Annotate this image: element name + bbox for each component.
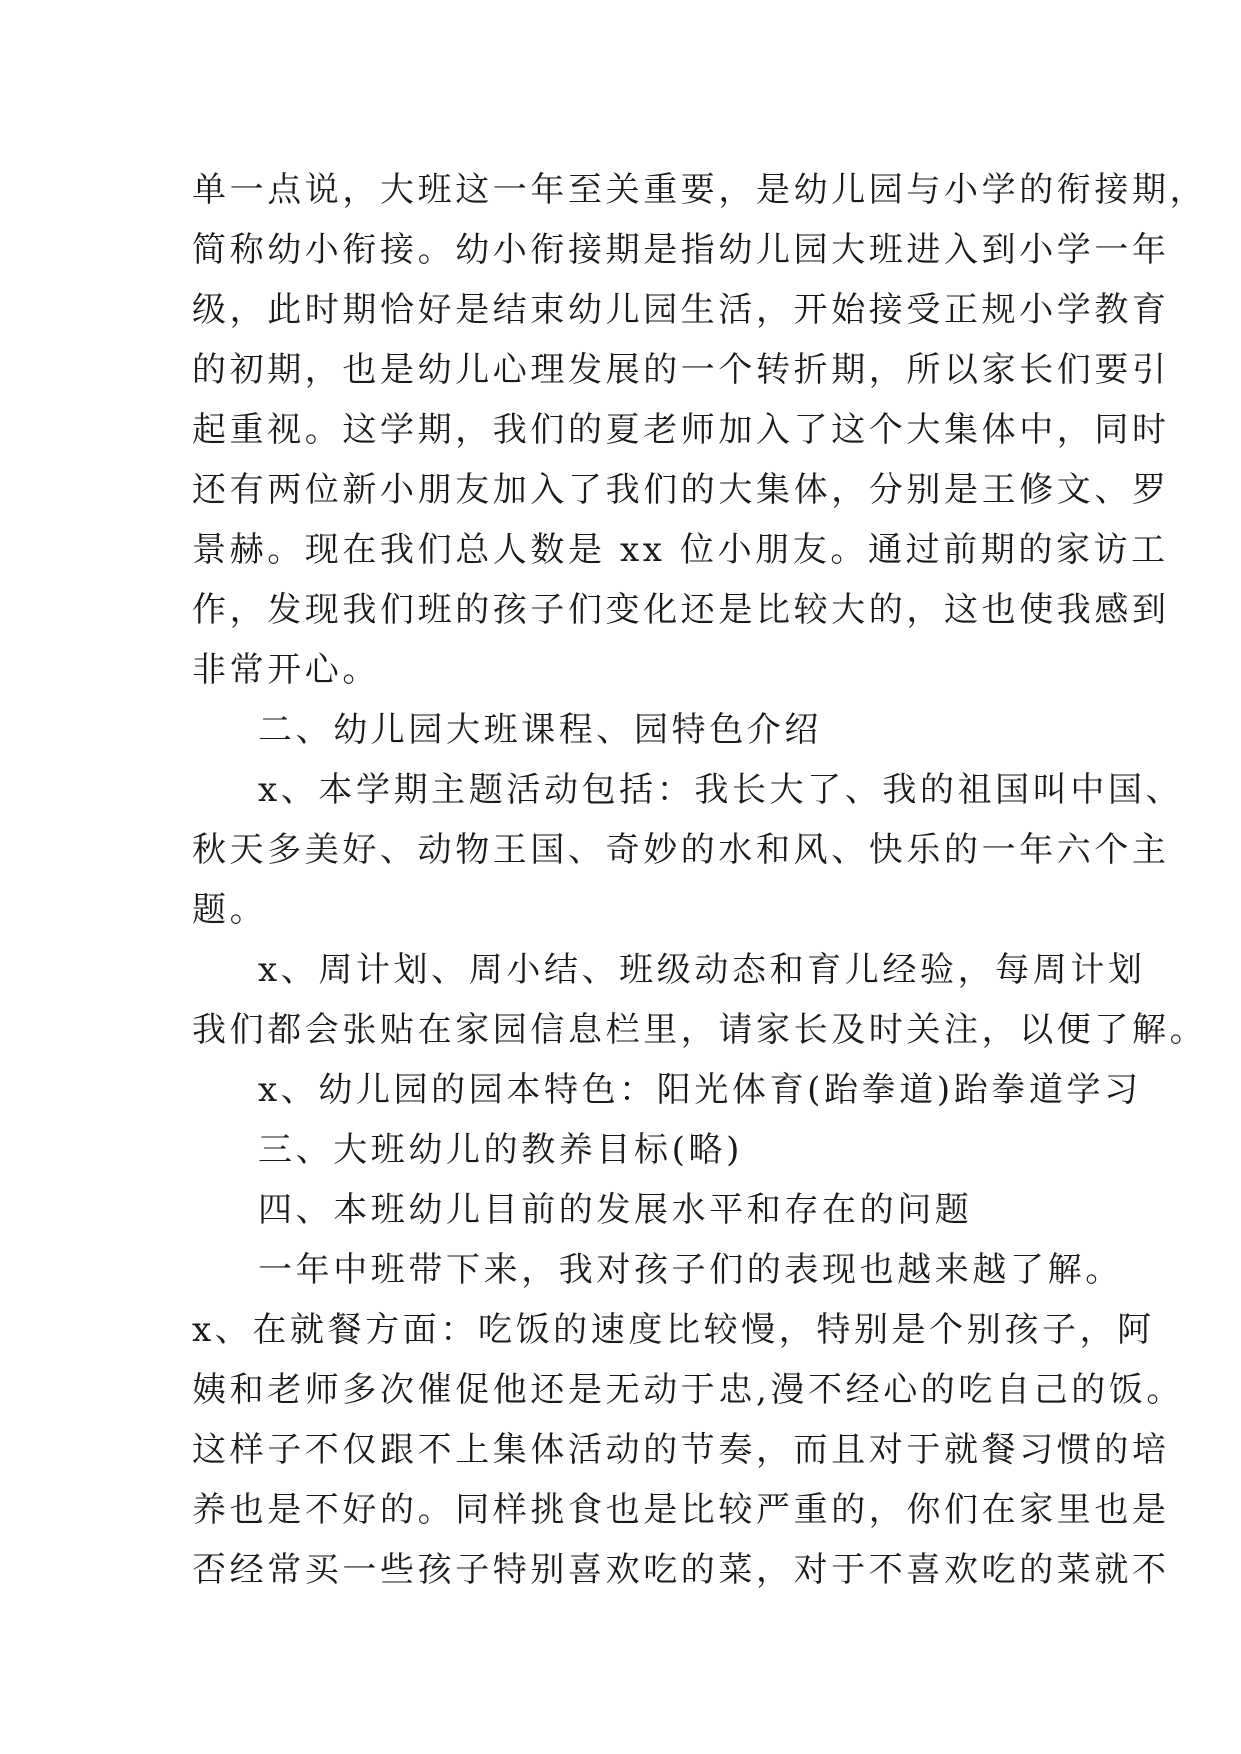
text-line: 养也是不好的。同样挑食也是比较严重的，你们在家里也是	[192, 1490, 1170, 1530]
text-line: 一年中班带下来，我对孩子们的表现也越来越了解。	[258, 1250, 1123, 1290]
text-line: 我们都会张贴在家园信息栏里，请家长及时关注，以便了解。	[192, 1010, 1208, 1050]
list-item: x、幼儿园的园本特色：阳光体育(跆拳道)跆拳道学习	[258, 1070, 1142, 1110]
list-item: x、在就餐方面：吃饭的速度比较慢，特别是个别孩子，阿	[192, 1310, 1155, 1350]
section-heading: 三、大班幼儿的教养目标(略)	[258, 1130, 743, 1170]
text-line: 景赫。现在我们总人数是 xx 位小朋友。通过前期的家访工	[192, 530, 1169, 570]
text-line: 姨和老师多次催促他还是无动于忠,漫不经心的吃自己的饭。	[192, 1370, 1185, 1410]
text-line: 作，发现我们班的孩子们变化还是比较大的，这也使我感到	[192, 590, 1170, 630]
document-page	[192, 160, 1208, 1600]
section-heading: 四、本班幼儿目前的发展水平和存在的问题	[258, 1190, 973, 1230]
list-item: x、周计划、周小结、班级动态和育儿经验，每周计划	[258, 950, 1146, 990]
text-line: 还有两位新小朋友加入了我们的大集体，分别是王修文、罗	[192, 470, 1170, 510]
section-heading: 二、幼儿园大班课程、园特色介绍	[258, 710, 822, 750]
text-line: 非常开心。	[192, 650, 380, 690]
text-line: 题。	[192, 890, 268, 930]
text-line: 起重视。这学期，我们的夏老师加入了这个大集体中，同时	[192, 410, 1170, 450]
text-line: 级，此时期恰好是结束幼儿园生活，开始接受正规小学教育	[192, 290, 1170, 330]
text-line: 简称幼小衔接。幼小衔接期是指幼儿园大班进入到小学一年	[192, 230, 1170, 270]
text-line: 单一点说，大班这一年至关重要，是幼儿园与小学的衔接期，	[192, 170, 1208, 210]
list-item: x、本学期主题活动包括：我长大了、我的祖国叫中国、	[258, 770, 1184, 810]
text-line: 秋天多美好、动物王国、奇妙的水和风、快乐的一年六个主	[192, 830, 1170, 870]
text-line: 的初期，也是幼儿心理发展的一个转折期，所以家长们要引	[192, 350, 1170, 390]
text-line: 否经常买一些孩子特别喜欢吃的菜，对于不喜欢吃的菜就不	[192, 1550, 1170, 1590]
text-line: 这样子不仅跟不上集体活动的节奏，而且对于就餐习惯的培	[192, 1430, 1170, 1470]
